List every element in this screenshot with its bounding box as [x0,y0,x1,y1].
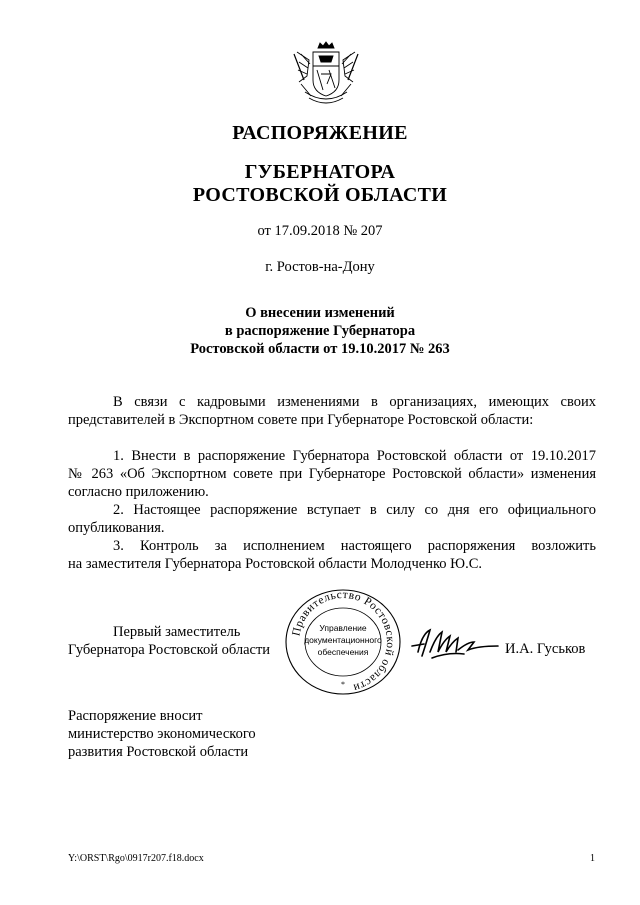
date-number: от 17.09.2018 № 207 [257,223,383,239]
issuer-heading-line2: РОСТОВСКОЙ ОБЛАСТИ [192,184,448,206]
position-line2: Губернатора Ростовской области [68,642,271,658]
subject-line3: Ростовской области от 19.10.2017 № 263 [190,341,450,357]
item1-line2: № 263 «Об Экспортном совете при Губернаторе Ростовской области» изменения [68,466,596,482]
seal-outer-text: Правительство Ростовской области [290,588,397,694]
coat-of-arms-emblem [291,40,361,110]
submitter-line2: министерство экономического [68,726,256,742]
signatory-name: И.А. Гуськов [505,641,586,657]
intro-paragraph [68,393,596,429]
issuer-heading-line1: ГУБЕРНАТОРА [244,161,396,183]
seal-inner-line3: обеспечения [317,647,369,657]
item1-line3: согласно приложению. [68,484,209,500]
seal-inner-line2: документационного [304,635,382,645]
subject-line2: в распоряжение Губернатора [224,323,416,339]
subject-line1: О внесении изменений [245,305,395,321]
item3-line2: на заместителя Губернатора Ростовской области Молодченко Ю.С. [68,556,482,572]
intro-line1: В связи с кадровыми изменениями в организациях, имеющих своих [113,394,596,410]
document-type-heading: РАСПОРЯЖЕНИЕ [232,122,408,144]
handwritten-signature [408,622,500,664]
item-2-paragraph [68,501,596,537]
subject-heading [0,304,640,358]
item-3-paragraph [68,537,596,573]
submitter-line1: Распоряжение вносит [68,708,203,724]
seal-star-icon: * [341,680,345,689]
page-number: 1 [590,853,595,864]
submitter-line3: развития Ростовской области [68,744,249,760]
item2-line2: опубликования. [68,520,165,536]
intro-line2: представителей в Экспортном совете при Губернаторе Ростовской области: [68,412,534,428]
item1-line1: 1. Внести в распоряжение Губернатора Ростовской области от 19.10.2017 [113,448,596,464]
submitter-block [68,707,256,761]
official-seal-stamp [283,588,403,696]
file-path: Y:\ORST\Rgo\0917r207.f18.docx [68,853,204,864]
city: г. Ростов-на-Дону [265,259,375,275]
item2-line1: 2. Настоящее распоряжение вступает в силу со дня его официального [113,502,596,518]
item-1-paragraph [68,447,596,501]
position-line1: Первый заместитель [113,624,241,640]
item3-line1: 3. Контроль за исполнением настоящего распоряжения возложить [113,538,596,554]
seal-inner-line1: Управление [319,623,367,633]
signatory-position [68,623,270,659]
